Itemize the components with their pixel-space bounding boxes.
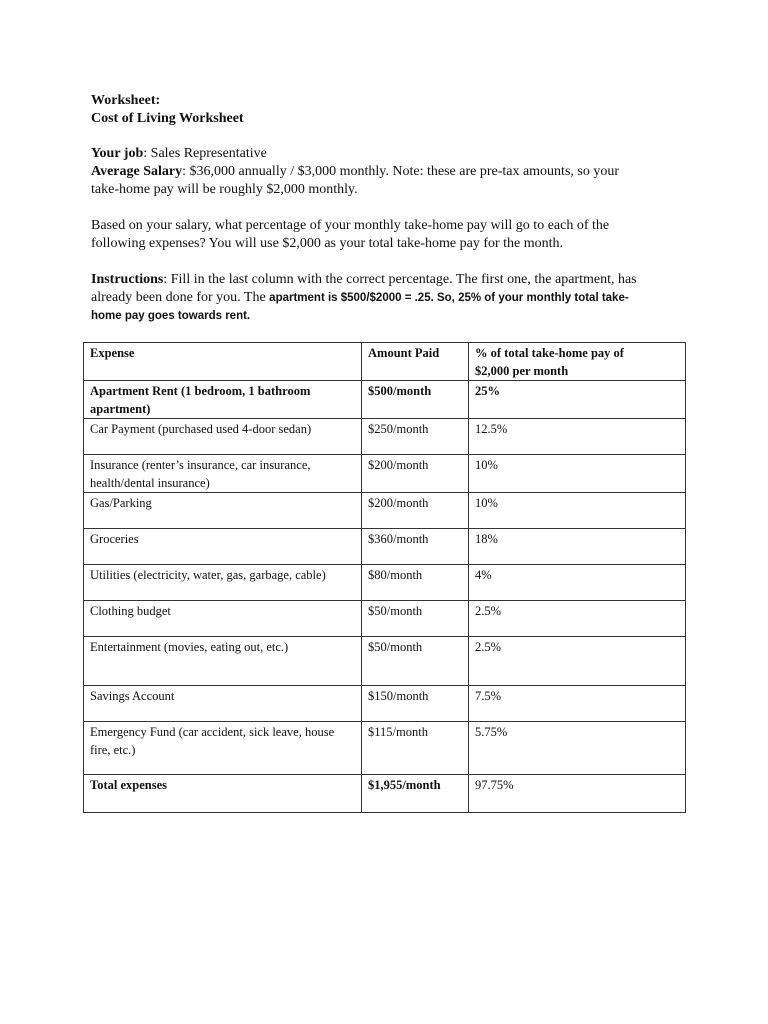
total-amount: $1,955/month	[362, 775, 469, 813]
expense-cell: Entertainment (movies, eating out, etc.)	[84, 637, 362, 686]
expense-cell: Emergency Fund (car accident, sick leave, house fire, etc.)	[84, 722, 362, 775]
amount-cell: $115/month	[362, 722, 469, 775]
header-amount: Amount Paid	[362, 343, 469, 381]
worksheet-label: Worksheet:	[91, 93, 161, 108]
amount-cell: $80/month	[362, 565, 469, 601]
question-line-2: following expenses? You will use $2,000 as your total take-home pay for the month.	[91, 236, 564, 251]
amount-cell: $50/month	[362, 637, 469, 686]
total-label: Total expenses	[84, 775, 362, 813]
percent-cell: 10%	[469, 493, 686, 529]
amount-cell: $150/month	[362, 686, 469, 722]
worksheet-text	[91, 92, 691, 325]
salary-line-2: take-home pay will be roughly $2,000 monthly.	[91, 182, 358, 197]
instructions-bold-2: apartment is $500/$2000 = .25. So, 25% of your monthly total take-	[269, 292, 629, 304]
table-row	[84, 601, 686, 637]
amount-cell: $50/month	[362, 601, 469, 637]
expense-cell: Utilities (electricity, water, gas, garbage, cable)	[84, 565, 362, 601]
table-header-row	[84, 343, 686, 381]
percent-cell: 4%	[469, 565, 686, 601]
expense-cell: Insurance (renter’s insurance, car insurance, health/dental insurance)	[84, 455, 362, 493]
header-percent-line-1: % of total take-home pay of	[475, 346, 624, 360]
percent-cell: 10%	[469, 455, 686, 493]
job-value: : Sales Representative	[143, 146, 267, 161]
table-total-row	[84, 775, 686, 813]
header-percent	[469, 343, 686, 381]
percent-cell: 2.5%	[469, 601, 686, 637]
instructions-bold-3: home pay goes towards rent.	[91, 310, 251, 322]
percent-cell: 12.5%	[469, 419, 686, 455]
job-label: Your job	[91, 146, 144, 161]
percent-cell: 2.5%	[469, 637, 686, 686]
table-row	[84, 637, 686, 686]
page-title: Cost of Living Worksheet	[91, 111, 244, 126]
expense-cell: Clothing budget	[84, 601, 362, 637]
job-line	[91, 145, 691, 163]
expense-cell: Car Payment (purchased used 4-door sedan)	[84, 419, 362, 455]
salary-text-1: : $36,000 annually / $3,000 monthly. Note: these are pre-tax amounts, so your	[182, 164, 620, 179]
salary-line-1	[91, 163, 691, 181]
salary-label: Average Salary	[91, 164, 183, 179]
instructions-text-2: already been done for you. The	[91, 290, 270, 305]
percent-cell: 25%	[469, 381, 686, 419]
percent-cell: 7.5%	[469, 686, 686, 722]
instructions-label: Instructions	[91, 272, 164, 287]
expense-table	[83, 342, 686, 813]
table-row	[84, 419, 686, 455]
amount-cell: $360/month	[362, 529, 469, 565]
expense-cell: Savings Account	[84, 686, 362, 722]
table-row	[84, 686, 686, 722]
amount-cell: $200/month	[362, 493, 469, 529]
table-row	[84, 529, 686, 565]
header-percent-line-2: $2,000 per month	[475, 364, 569, 378]
table-row	[84, 455, 686, 493]
instructions-line-3	[91, 307, 691, 325]
amount-cell: $250/month	[362, 419, 469, 455]
amount-cell: $500/month	[362, 381, 469, 419]
table-row	[84, 493, 686, 529]
table-row	[84, 565, 686, 601]
amount-cell: $200/month	[362, 455, 469, 493]
expense-cell: Groceries	[84, 529, 362, 565]
instructions-line-1	[91, 271, 691, 289]
table-row	[84, 722, 686, 775]
instructions-line-2	[91, 289, 691, 307]
percent-cell: 5.75%	[469, 722, 686, 775]
total-percent: 97.75%	[469, 775, 686, 813]
header-expense: Expense	[84, 343, 362, 381]
question-line-1: Based on your salary, what percentage of your monthly take-home pay will go to each of the	[91, 218, 610, 233]
table-row	[84, 381, 686, 419]
expense-cell: Apartment Rent (1 bedroom, 1 bathroom apartment)	[84, 381, 362, 419]
instructions-text-1: : Fill in the last column with the correct percentage. The first one, the apartment, has	[163, 272, 637, 287]
percent-cell: 18%	[469, 529, 686, 565]
expense-cell: Gas/Parking	[84, 493, 362, 529]
